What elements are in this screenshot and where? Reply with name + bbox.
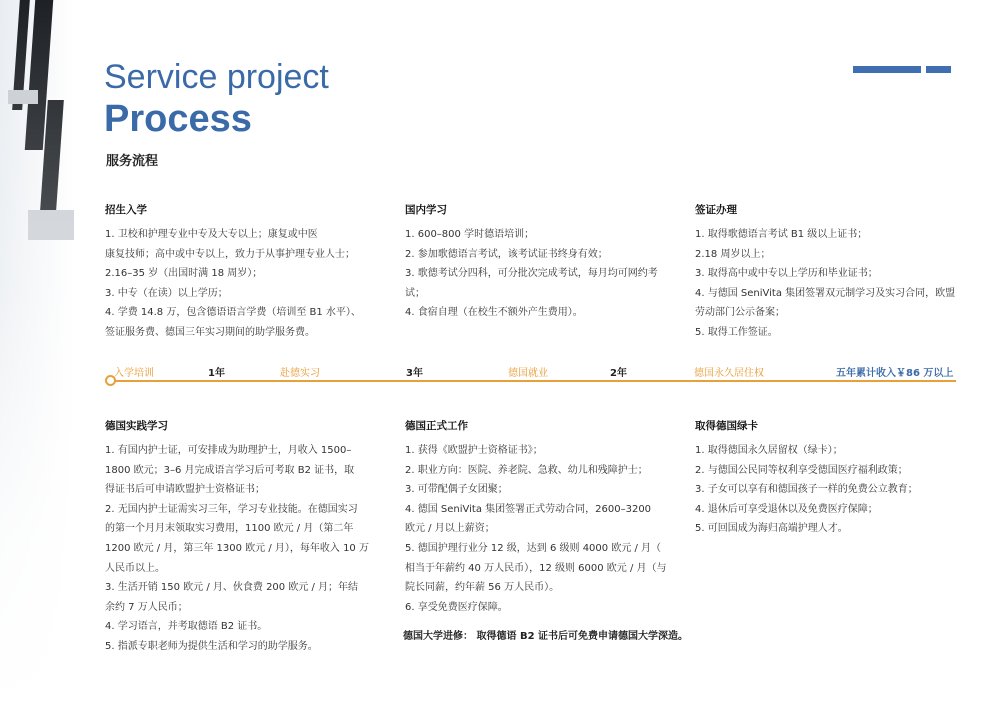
section-line: 人民币以上。 — [105, 562, 165, 574]
section-line: 1800 欧元；3–6 月完成语言学习后可考取 B2 证书，取 — [105, 464, 355, 476]
timeline-duration: 2年 — [610, 368, 627, 379]
timeline-label: 德国就业 — [508, 368, 548, 379]
decorative-photo-strip — [0, 0, 74, 716]
section-line: 1200 欧元 / 月，第三年 1300 欧元 / 月），每年收入 10 万 — [105, 542, 369, 554]
section-line: 2.18 周岁以上； — [695, 248, 771, 260]
section-heading: 国内学习 — [405, 204, 447, 216]
section-line: 3. 生活开销 150 欧元 / 月、伙食费 200 欧元 / 月；年结 — [105, 582, 359, 594]
process-timeline — [104, 368, 956, 384]
section-line: 4. 退休后可享受退休以及免费医疗保障； — [695, 503, 878, 515]
timeline-label: 入学培训 — [114, 368, 154, 379]
timeline-income-label: 五年累计收入￥86 万以上 — [836, 368, 954, 379]
section-heading: 签证办理 — [695, 204, 737, 216]
page-title: Process — [104, 98, 252, 140]
section-line: 欧元 / 月以上薪资； — [405, 523, 495, 535]
section-line: 5. 指派专职老师为提供生活和学习的助学服务。 — [105, 640, 318, 652]
section-line: 2. 与德国公民同等权利享受德国医疗福利政策； — [695, 464, 908, 476]
section-work — [405, 418, 667, 617]
section-line: 1. 600–800 学时德语培训； — [405, 229, 535, 240]
section-heading: 德国实践学习 — [105, 420, 168, 432]
section-line: 4. 德国 SeniVita 集团签署正式劳动合同，2600–3200 — [405, 503, 652, 515]
section-domestic — [405, 202, 658, 323]
section-line: 5. 德国护理行业分 12 级，达到 6 级则 4000 欧元 / 月（ — [405, 542, 662, 554]
section-line: 4. 食宿自理（在校生不额外产生费用）。 — [405, 307, 583, 319]
section-line: 院长同薪，约年薪 56 万人民币）。 — [405, 582, 560, 594]
section-line: 5. 可回国成为海归高端护理人才。 — [695, 523, 848, 535]
section-line: 2. 参加歌德语言考试，该考试证书终身有效； — [405, 248, 608, 260]
section-line: 试； — [405, 287, 425, 299]
section-line: 3. 中专（在读）以上学历； — [105, 287, 228, 299]
header-accent-bar-long — [853, 66, 921, 73]
section-line: 签证服务费、德国三年实习期间的助学服务费。 — [105, 326, 315, 338]
timeline-duration: 1年 — [208, 368, 225, 379]
section-line: 1. 获得《欧盟护士资格证书》； — [405, 445, 543, 456]
section-line: 相当于年薪约 40 万人民币），12 级则 6000 欧元 / 月（与 — [405, 562, 667, 574]
title-english: Service project — [104, 58, 329, 96]
section-line: 得证书后可申请欧盟护士资格证书； — [105, 484, 265, 496]
section-line: 康复技师；高中或中专以上，致力于从事护理专业人士； — [105, 248, 355, 260]
section-line: 3. 可带配偶子女团聚； — [405, 484, 508, 496]
section-line: 3. 取得高中或中专以上学历和毕业证书； — [695, 268, 878, 280]
section-line: 4. 学习语言，并考取德语 B2 证书。 — [105, 621, 268, 633]
timeline-line — [112, 380, 956, 382]
section-practice — [105, 418, 369, 657]
section-line: 3. 子女可以享有和德国孩子一样的免费公立教育； — [695, 484, 918, 496]
university-note: 德国大学进修： 取得德语 B2 证书后可免费申请德国大学深造。 — [403, 631, 689, 642]
section-line: 4. 与德国 SeniVita 集团签署双元制学习及实习合同，欧盟 — [695, 287, 956, 299]
section-heading: 德国正式工作 — [405, 420, 468, 432]
section-line: 4. 学费 14.8 万，包含德语语言学费（培训至 B1 水平）、 — [105, 307, 361, 319]
section-greencard — [695, 418, 918, 539]
section-heading: 取得德国绿卡 — [695, 420, 758, 432]
section-line: 余约 7 万人民币； — [105, 601, 188, 613]
section-line: 2.16–35 岁（出国时满 18 周岁）； — [105, 268, 263, 280]
timeline-label: 赴德实习 — [280, 368, 320, 379]
section-line: 5. 取得工作签证。 — [695, 326, 778, 338]
section-line: 6. 享受免费医疗保障。 — [405, 601, 508, 613]
section-line: 1. 取得德国永久居留权（绿卡）； — [695, 445, 843, 456]
section-enroll — [105, 202, 361, 343]
section-heading: 招生入学 — [105, 204, 147, 216]
timeline-label: 德国永久居住权 — [694, 368, 764, 379]
section-line: 3. 歌德考试分四科，可分批次完成考试，每月均可网约考 — [405, 268, 658, 280]
section-line: 1. 取得歌德语言考试 B1 级以上证书； — [695, 229, 868, 240]
section-line: 1. 有国内护士证，可安排成为助理护士，月收入 1500– — [105, 445, 352, 456]
section-line: 劳动部门公示备案； — [695, 307, 785, 319]
section-line: 的第一个月月末领取实习费用，1100 欧元 / 月（第二年 — [105, 523, 354, 535]
section-line: 2. 无国内护士证需实习三年，学习专业技能。在德国实习 — [105, 503, 358, 515]
timeline-duration: 3年 — [406, 368, 423, 379]
section-visa — [695, 202, 955, 343]
header-accent-bar-short — [926, 66, 951, 73]
title-chinese: 服务流程 — [106, 154, 159, 169]
section-line: 1. 卫校和护理专业中专及大专以上；康复或中医 — [105, 229, 318, 240]
section-line: 2. 职业方向：医院、养老院、急救、幼儿和残障护士； — [405, 464, 648, 476]
